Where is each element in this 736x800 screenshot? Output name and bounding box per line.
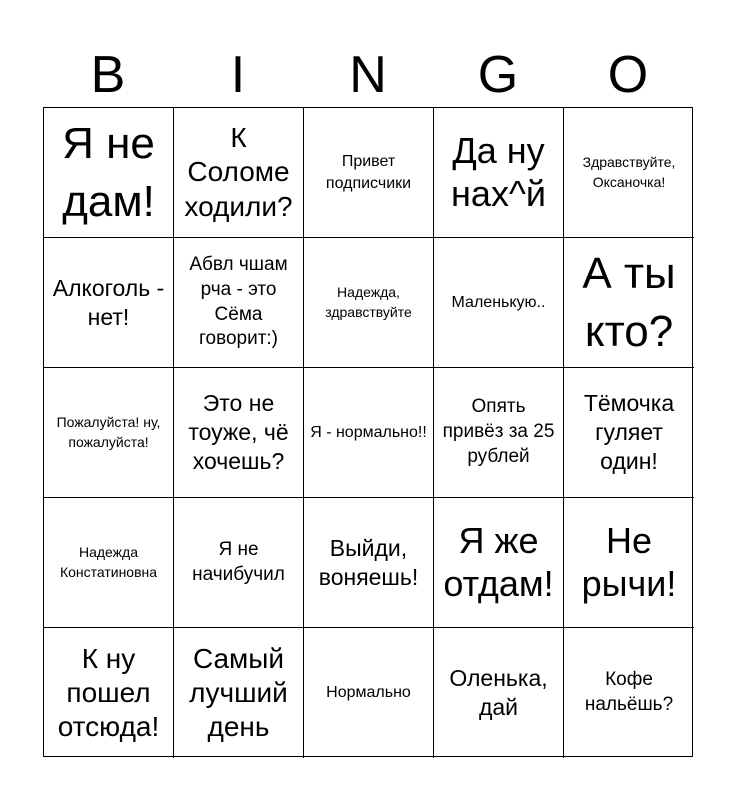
bingo-cell-r2c2[interactable]: Абвл чшам рча - это Сёма говорит:): [174, 238, 304, 368]
bingo-cell-r5c1[interactable]: К ну пошел отсюда!: [44, 628, 174, 758]
header-letter-n: N: [349, 46, 387, 104]
bingo-cell-r1c2[interactable]: К Соломе ходили?: [174, 108, 304, 238]
bingo-cell-r2c3[interactable]: Надежда, здравствуйте: [304, 238, 434, 368]
bingo-cell-r2c1[interactable]: Алкоголь - нет!: [44, 238, 174, 368]
header-letter-o: O: [607, 46, 649, 104]
bingo-cell-r4c2[interactable]: Я не начибучил: [174, 498, 304, 628]
header-letter-g: G: [477, 46, 519, 104]
bingo-cell-r3c2[interactable]: Это не тоуже, чё хочешь?: [174, 368, 304, 498]
bingo-cell-r1c1[interactable]: Я не дам!: [44, 108, 174, 238]
bingo-cell-r5c5[interactable]: Кофе нальёшь?: [584, 669, 674, 715]
bingo-cell-r5c2[interactable]: Самый лучший день: [174, 628, 304, 758]
bingo-cell-r2c4[interactable]: Маленькую..: [434, 238, 564, 368]
bingo-cell-r3c5[interactable]: Тёмочка гуляет один!: [564, 368, 694, 498]
header-letter-b: B: [90, 46, 126, 104]
bingo-cell-r2c5[interactable]: А ты кто?: [564, 238, 694, 368]
bingo-cell-r3c1[interactable]: Пожалуйста! ну, пожалуйста!: [44, 368, 174, 498]
bingo-header: [43, 40, 693, 110]
bingo-cell-r1c4[interactable]: Да ну нах^й: [434, 108, 564, 238]
bingo-cell-r3c4[interactable]: Опять привёз за 25 рублей: [434, 368, 564, 498]
bingo-grid: [43, 107, 693, 757]
bingo-cell-r4c4[interactable]: Я же отдам!: [434, 498, 564, 628]
bingo-cell-r1c5[interactable]: Здравствуйте, Оксаночка!: [564, 108, 694, 238]
bingo-cell-r5c4[interactable]: Оленька, дай: [434, 628, 564, 758]
header-letter-i: I: [230, 46, 246, 104]
bingo-cell-r4c1[interactable]: Надежда Констатиновна: [44, 498, 174, 628]
bingo-cell-r1c3[interactable]: Привет подписчики: [304, 108, 434, 238]
bingo-cell-r4c3[interactable]: Выйди, воняешь!: [304, 498, 434, 628]
bingo-cell-r5c3[interactable]: Нормально: [304, 628, 434, 758]
bingo-cell-r3c3[interactable]: Я - нормально!!: [304, 368, 434, 498]
bingo-cell-r4c5[interactable]: Не рычи!: [564, 498, 694, 628]
